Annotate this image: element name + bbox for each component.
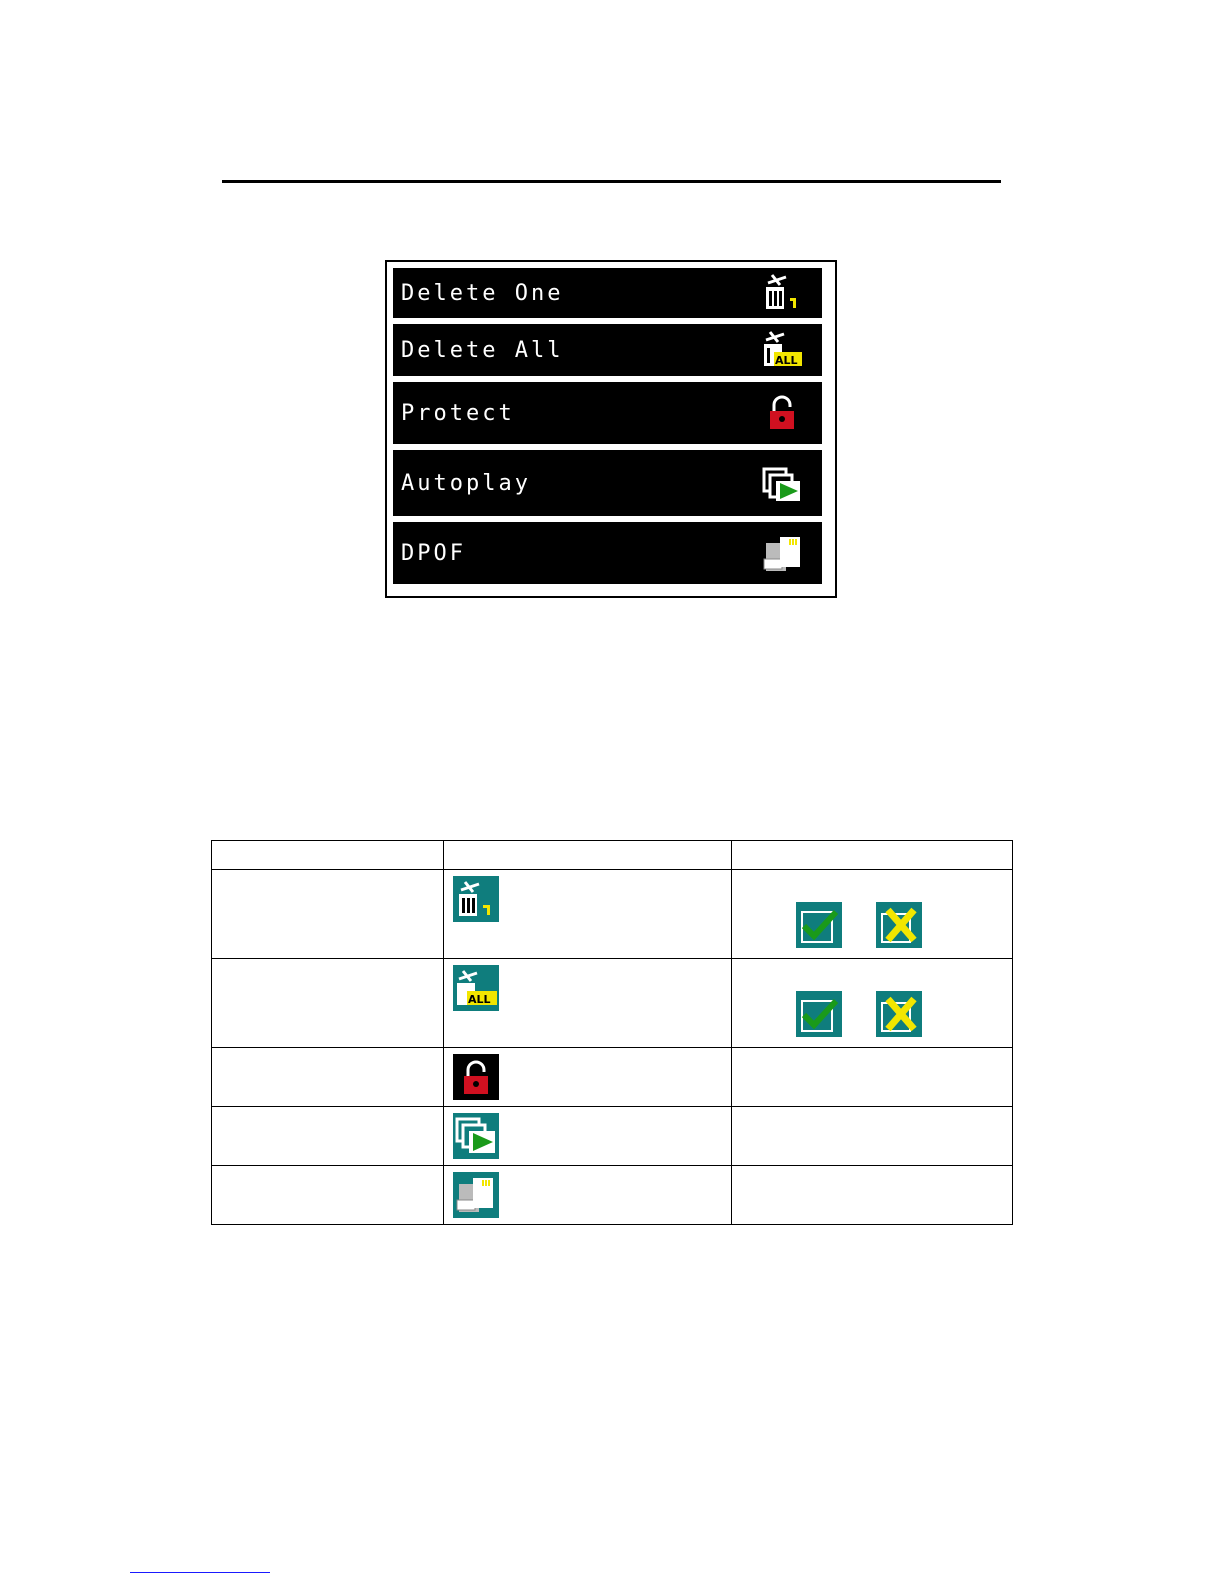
table-header-cell <box>212 841 444 870</box>
table-cell <box>731 1107 1012 1166</box>
table-cell <box>212 1107 444 1166</box>
delete-all-icon <box>453 965 499 1011</box>
table-cell <box>212 1166 444 1225</box>
protect-lock-icon <box>453 1054 499 1100</box>
table-cell <box>444 959 731 1048</box>
table-header-cell <box>731 841 1012 870</box>
table-cell <box>731 870 1012 959</box>
cancel-x-icon[interactable] <box>876 991 922 1037</box>
menu-item-label: Protect <box>401 400 515 426</box>
menu-item-delete-one[interactable] <box>391 266 824 320</box>
table-row <box>212 870 1013 959</box>
menu-item-dpof[interactable] <box>391 520 824 586</box>
menu-item-delete-all[interactable] <box>391 322 824 378</box>
table-cell <box>212 1048 444 1107</box>
delete-all-icon <box>760 328 804 372</box>
svg-text:ALL: ALL <box>775 354 798 367</box>
delete-one-icon <box>453 876 499 922</box>
autoplay-icon <box>453 1113 499 1159</box>
table-cell <box>731 1048 1012 1107</box>
table-row <box>212 959 1013 1048</box>
table-header-row <box>212 841 1013 870</box>
protect-lock-icon <box>760 391 804 435</box>
menu-item-protect[interactable] <box>391 380 824 446</box>
table-row <box>212 1166 1013 1225</box>
menu-options-table <box>211 840 1013 1225</box>
table-header-cell <box>444 841 731 870</box>
playback-menu <box>385 260 837 598</box>
table-cell <box>444 1048 731 1107</box>
table-cell <box>731 1166 1012 1225</box>
footnote-link-underline[interactable] <box>130 1572 270 1573</box>
table-row <box>212 1048 1013 1107</box>
menu-item-label: Delete All <box>401 337 564 363</box>
confirm-check-icon[interactable] <box>796 991 842 1037</box>
table-cell <box>212 870 444 959</box>
menu-item-label: Delete One <box>401 280 564 306</box>
table-cell <box>731 959 1012 1048</box>
svg-text:ALL: ALL <box>468 993 491 1006</box>
menu-item-label: DPOF <box>401 540 466 566</box>
table-cell <box>444 1166 731 1225</box>
table-cell <box>212 959 444 1048</box>
menu-item-label: Autoplay <box>401 470 531 496</box>
table-row <box>212 1107 1013 1166</box>
dpof-icon <box>760 531 804 575</box>
dpof-icon <box>453 1172 499 1218</box>
top-rule <box>222 180 1001 183</box>
cancel-x-icon[interactable] <box>876 902 922 948</box>
table-cell <box>444 1107 731 1166</box>
delete-one-icon <box>760 271 804 315</box>
menu-item-autoplay[interactable] <box>391 448 824 518</box>
table-cell <box>444 870 731 959</box>
confirm-check-icon[interactable] <box>796 902 842 948</box>
autoplay-icon <box>760 461 804 505</box>
